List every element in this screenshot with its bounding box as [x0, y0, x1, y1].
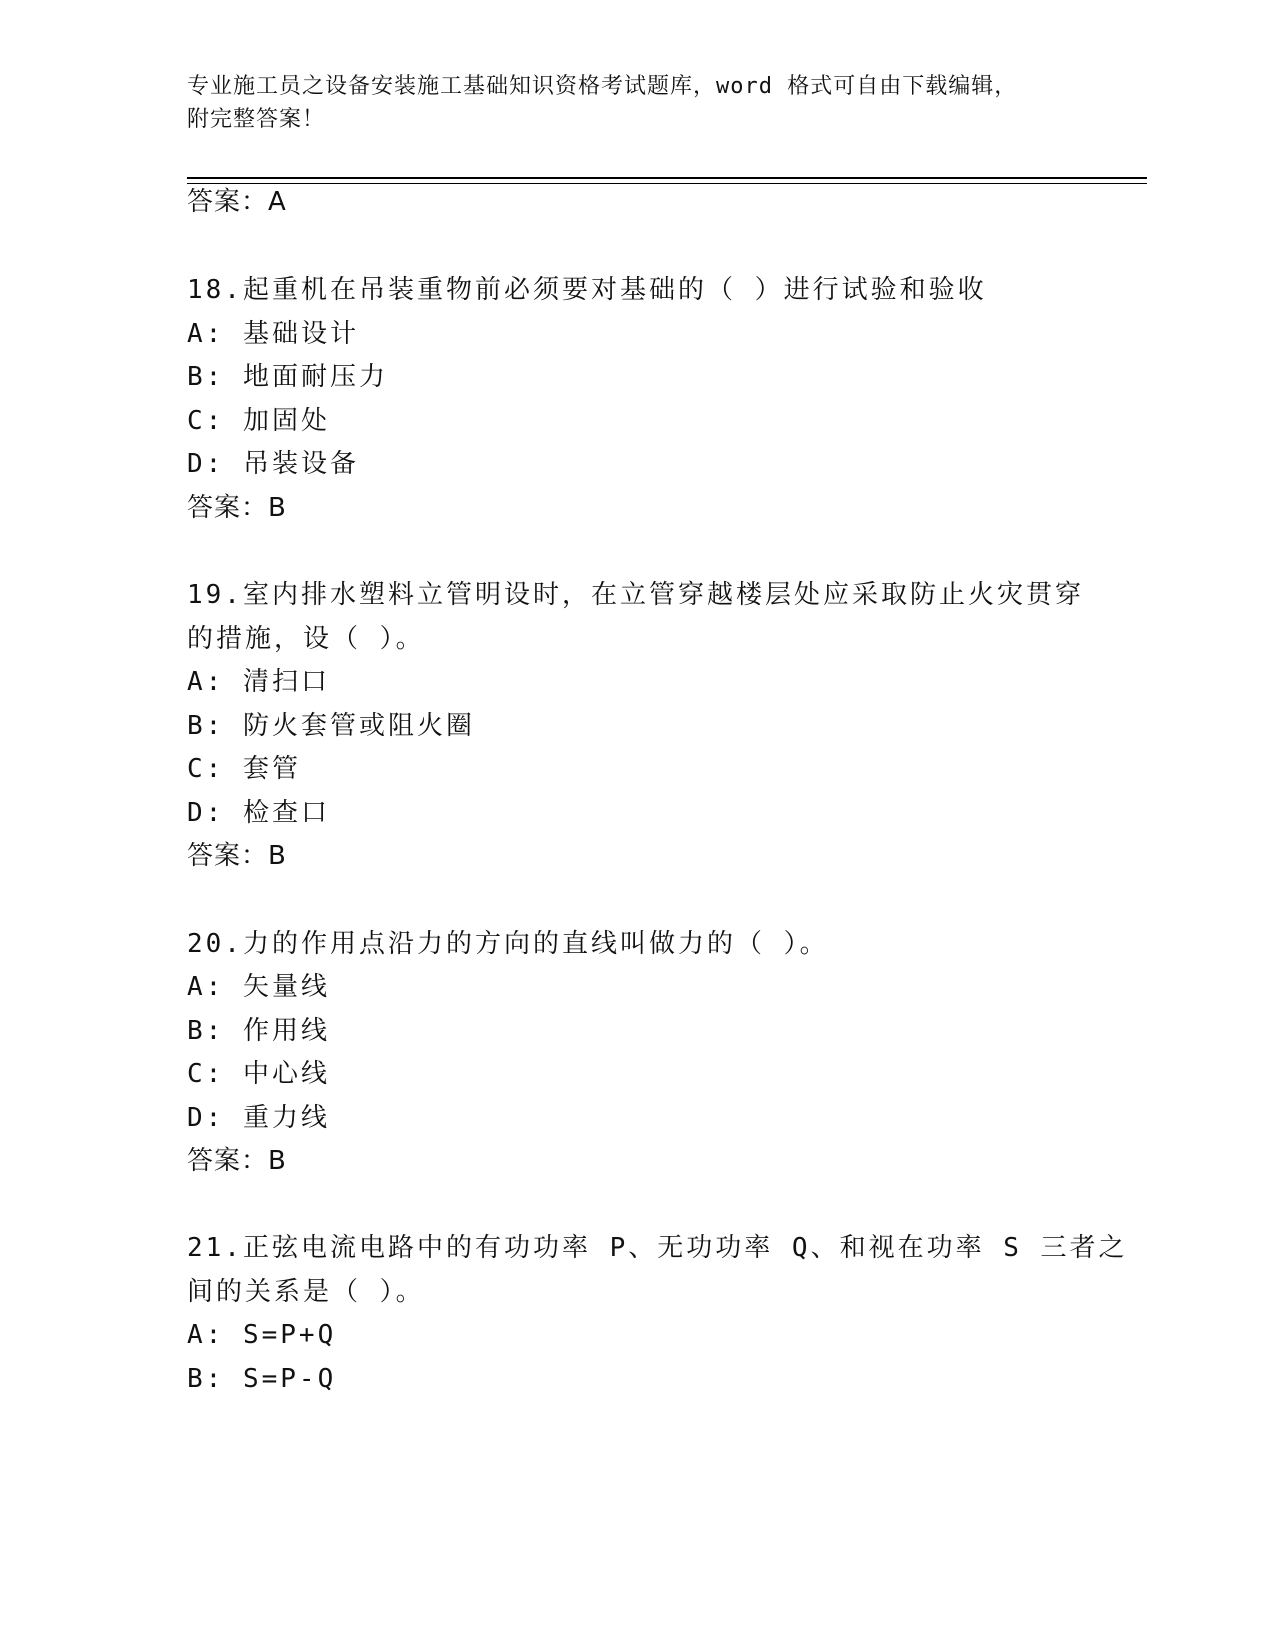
question-19-option-a: A: 清扫口: [187, 667, 330, 697]
header-line-2: 附完整答案！: [187, 107, 326, 132]
question-21-stem-line-2: 间的关系是（ ）。: [187, 1277, 425, 1307]
question-19-stem-line-2: 的措施，设（ ）。: [187, 624, 425, 654]
question-18-option-c: C: 加固处: [187, 406, 330, 436]
question-21-option-a: A: S=P+Q: [187, 1320, 337, 1350]
document-header: [187, 70, 1067, 136]
header-line-1: 专业施工员之设备安装施工基础知识资格考试题库，word 格式可自由下载编辑，: [187, 74, 1018, 99]
question-18-option-d: D: 吊装设备: [187, 449, 359, 479]
question-19-option-d: D: 检查口: [187, 798, 330, 828]
question-18-answer: 答案：B: [187, 493, 287, 523]
question-18-option-a: A: 基础设计: [187, 319, 359, 349]
header-rule-thick: [187, 177, 1147, 179]
question-21-option-b: B: S=P-Q: [187, 1364, 337, 1394]
question-20-option-a: A: 矢量线: [187, 972, 330, 1002]
question-20-answer: 答案：B: [187, 1146, 287, 1176]
question-20-option-b: B: 作用线: [187, 1016, 330, 1046]
question-18-option-b: B: 地面耐压力: [187, 362, 388, 392]
question-20-option-c: C: 中心线: [187, 1059, 330, 1089]
question-21-stem-line-1: 21.正弦电流电路中的有功功率 P、无功功率 Q、和视在功率 S 三者之: [187, 1233, 1128, 1263]
question-19-option-c: C: 套管: [187, 754, 301, 784]
question-20-option-d: D: 重力线: [187, 1103, 330, 1133]
question-20-stem: 20.力的作用点沿力的方向的直线叫做力的（ ）。: [187, 929, 829, 959]
header-rule-thin: [187, 183, 1147, 184]
question-18-stem: 18.起重机在吊装重物前必须要对基础的（ ）进行试验和验收: [187, 275, 987, 305]
question-19-answer: 答案：B: [187, 841, 287, 871]
question-19-option-b: B: 防火套管或阻火圈: [187, 711, 475, 741]
document-page: [187, 0, 1147, 1650]
question-19-stem-line-1: 19.室内排水塑料立管明设时，在立管穿越楼层处应采取防止火灾贯穿: [187, 580, 1084, 610]
previous-answer: 答案：A: [187, 187, 287, 217]
